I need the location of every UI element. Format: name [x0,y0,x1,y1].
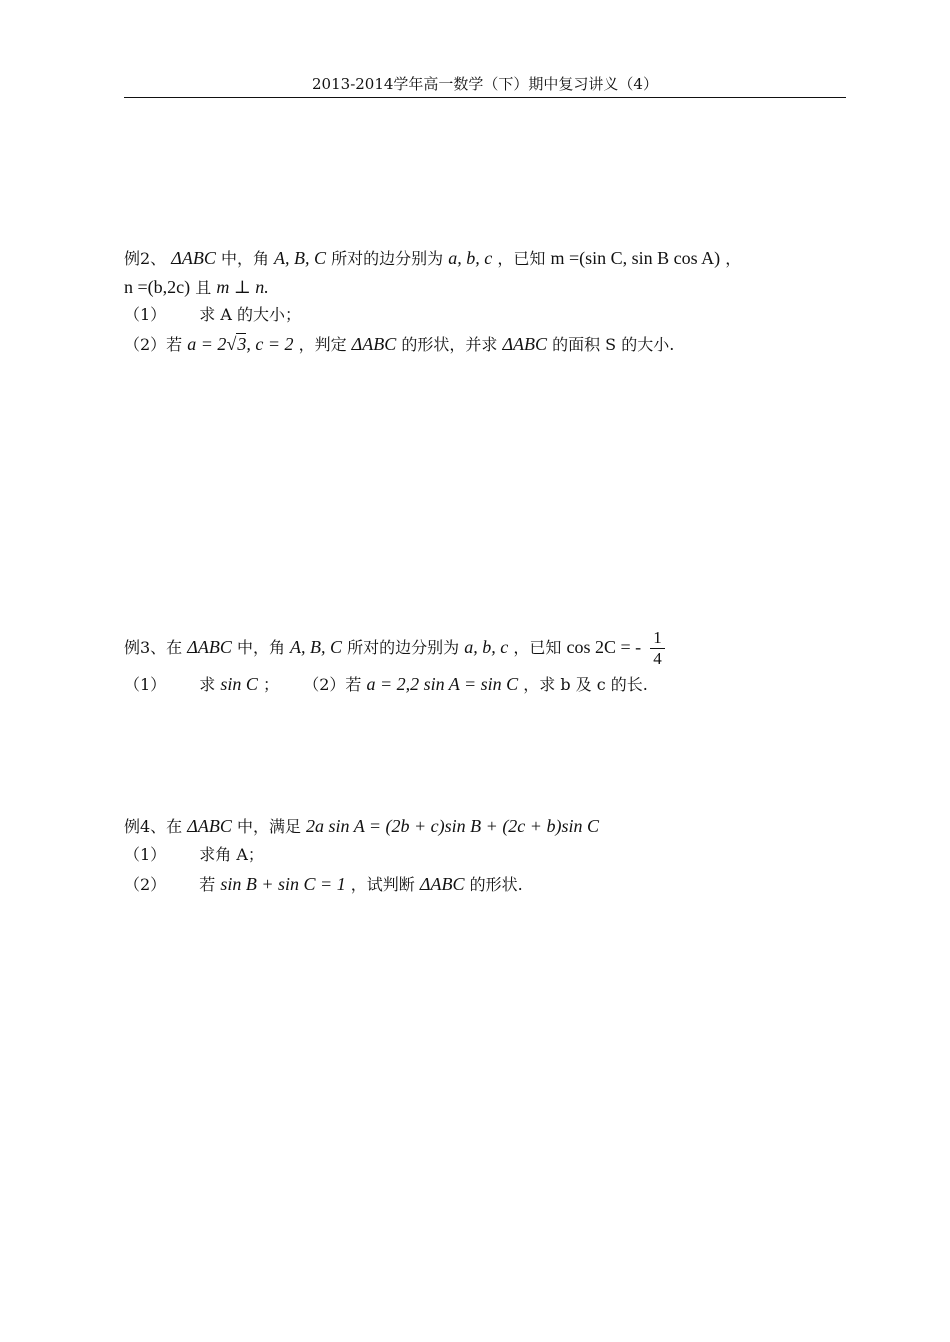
ex3-q2-text: ，求 b 及 c 的长. [523,675,648,694]
page-header-title: 2013-2014学年高一数学（下）期中复习讲义（4） [312,75,658,93]
ex2-q1 [124,303,301,327]
ex4-q2-expr: sin B + sin C = 1 [220,874,346,894]
ex4-line1 [124,814,599,839]
ex3-text: 所对的边分别为 [347,638,460,657]
ex3-text: 中，角 [236,638,285,657]
ex2-sides: a, b, c [448,248,493,268]
ex2-label: 例2、 [124,249,167,268]
ex2-text: ，已知 [497,249,546,268]
ex3-text: ，已知 [513,638,562,657]
ex2-q1-number: （1） [124,305,167,324]
ex3-frac-den: 4 [653,649,662,668]
ex4-text: 中，满足 [236,817,301,836]
ex2-text: ，判定 [298,335,347,354]
ex4-triangle: ΔABC [419,874,465,894]
ex2-n-vector: n =(b,2c) [124,277,191,297]
ex3-q1-text: 求 [199,675,216,694]
ex2-triangle: ΔABC [502,334,547,354]
ex4-text: 的形状. [469,875,523,894]
ex3-sides: a, b, c [464,637,509,657]
ex2-triangle: ΔABC [351,334,397,354]
ex2-line1 [124,246,741,271]
ex3-questions [124,672,648,697]
ex2-text: ， [725,249,742,268]
ex3-cos-expr: cos 2C = - [566,637,642,657]
ex4-q1-number: （1） [124,845,167,864]
ex3-triangle: ΔABC [187,637,232,657]
ex2-text: 且 [195,278,212,297]
ex2-q1-text: 求 A 的大小； [199,305,302,324]
ex2-q2-number: （2）若 [124,335,183,354]
ex2-text: 的形状，并求 [401,335,498,354]
ex2-perp: m ⊥ n. [216,277,269,297]
ex3-q1-number: （1） [124,675,167,694]
ex2-text: 中，角 [220,249,269,268]
ex4-equation: 2a sin A = (2b + c)sin B + (2c + b)sin C [306,816,599,836]
ex2-m-vector: m =(sin C, sin B cos A) [550,248,721,268]
ex3-line1 [124,628,665,669]
ex3-text: ； [263,675,280,694]
ex2-text: 所对的边分别为 [331,249,444,268]
ex3-q2-expr: a = 2,2 sin A = sin C [366,674,519,694]
ex3-angles: A, B, C [290,637,343,657]
ex4-q1 [124,843,264,867]
header-rule [124,97,846,98]
ex3-label: 例3、在 [124,638,183,657]
ex2-line2 [124,275,269,300]
ex4-label: 例4、在 [124,817,183,836]
ex2-q2 [124,332,674,357]
ex3-q2-number: （2）若 [303,675,362,694]
ex2-text: 的面积 S 的大小. [552,335,675,354]
ex3-q1-expr: sin C [220,674,258,694]
ex4-q2 [124,872,523,897]
ex4-q1-text: 求角 A； [199,845,264,864]
ex3-frac-num: 1 [650,628,665,649]
ex2-triangle: ΔABC [171,248,216,268]
ex4-triangle: ΔABC [187,816,232,836]
ex3-fraction [650,628,665,669]
ex2-q2-condition: a = 2√3, c = 2 [187,334,294,354]
ex4-text: ，试判断 [350,875,415,894]
ex2-angles: A, B, C [274,248,327,268]
ex4-text: 若 [199,875,216,894]
ex4-q2-number: （2） [124,875,167,894]
